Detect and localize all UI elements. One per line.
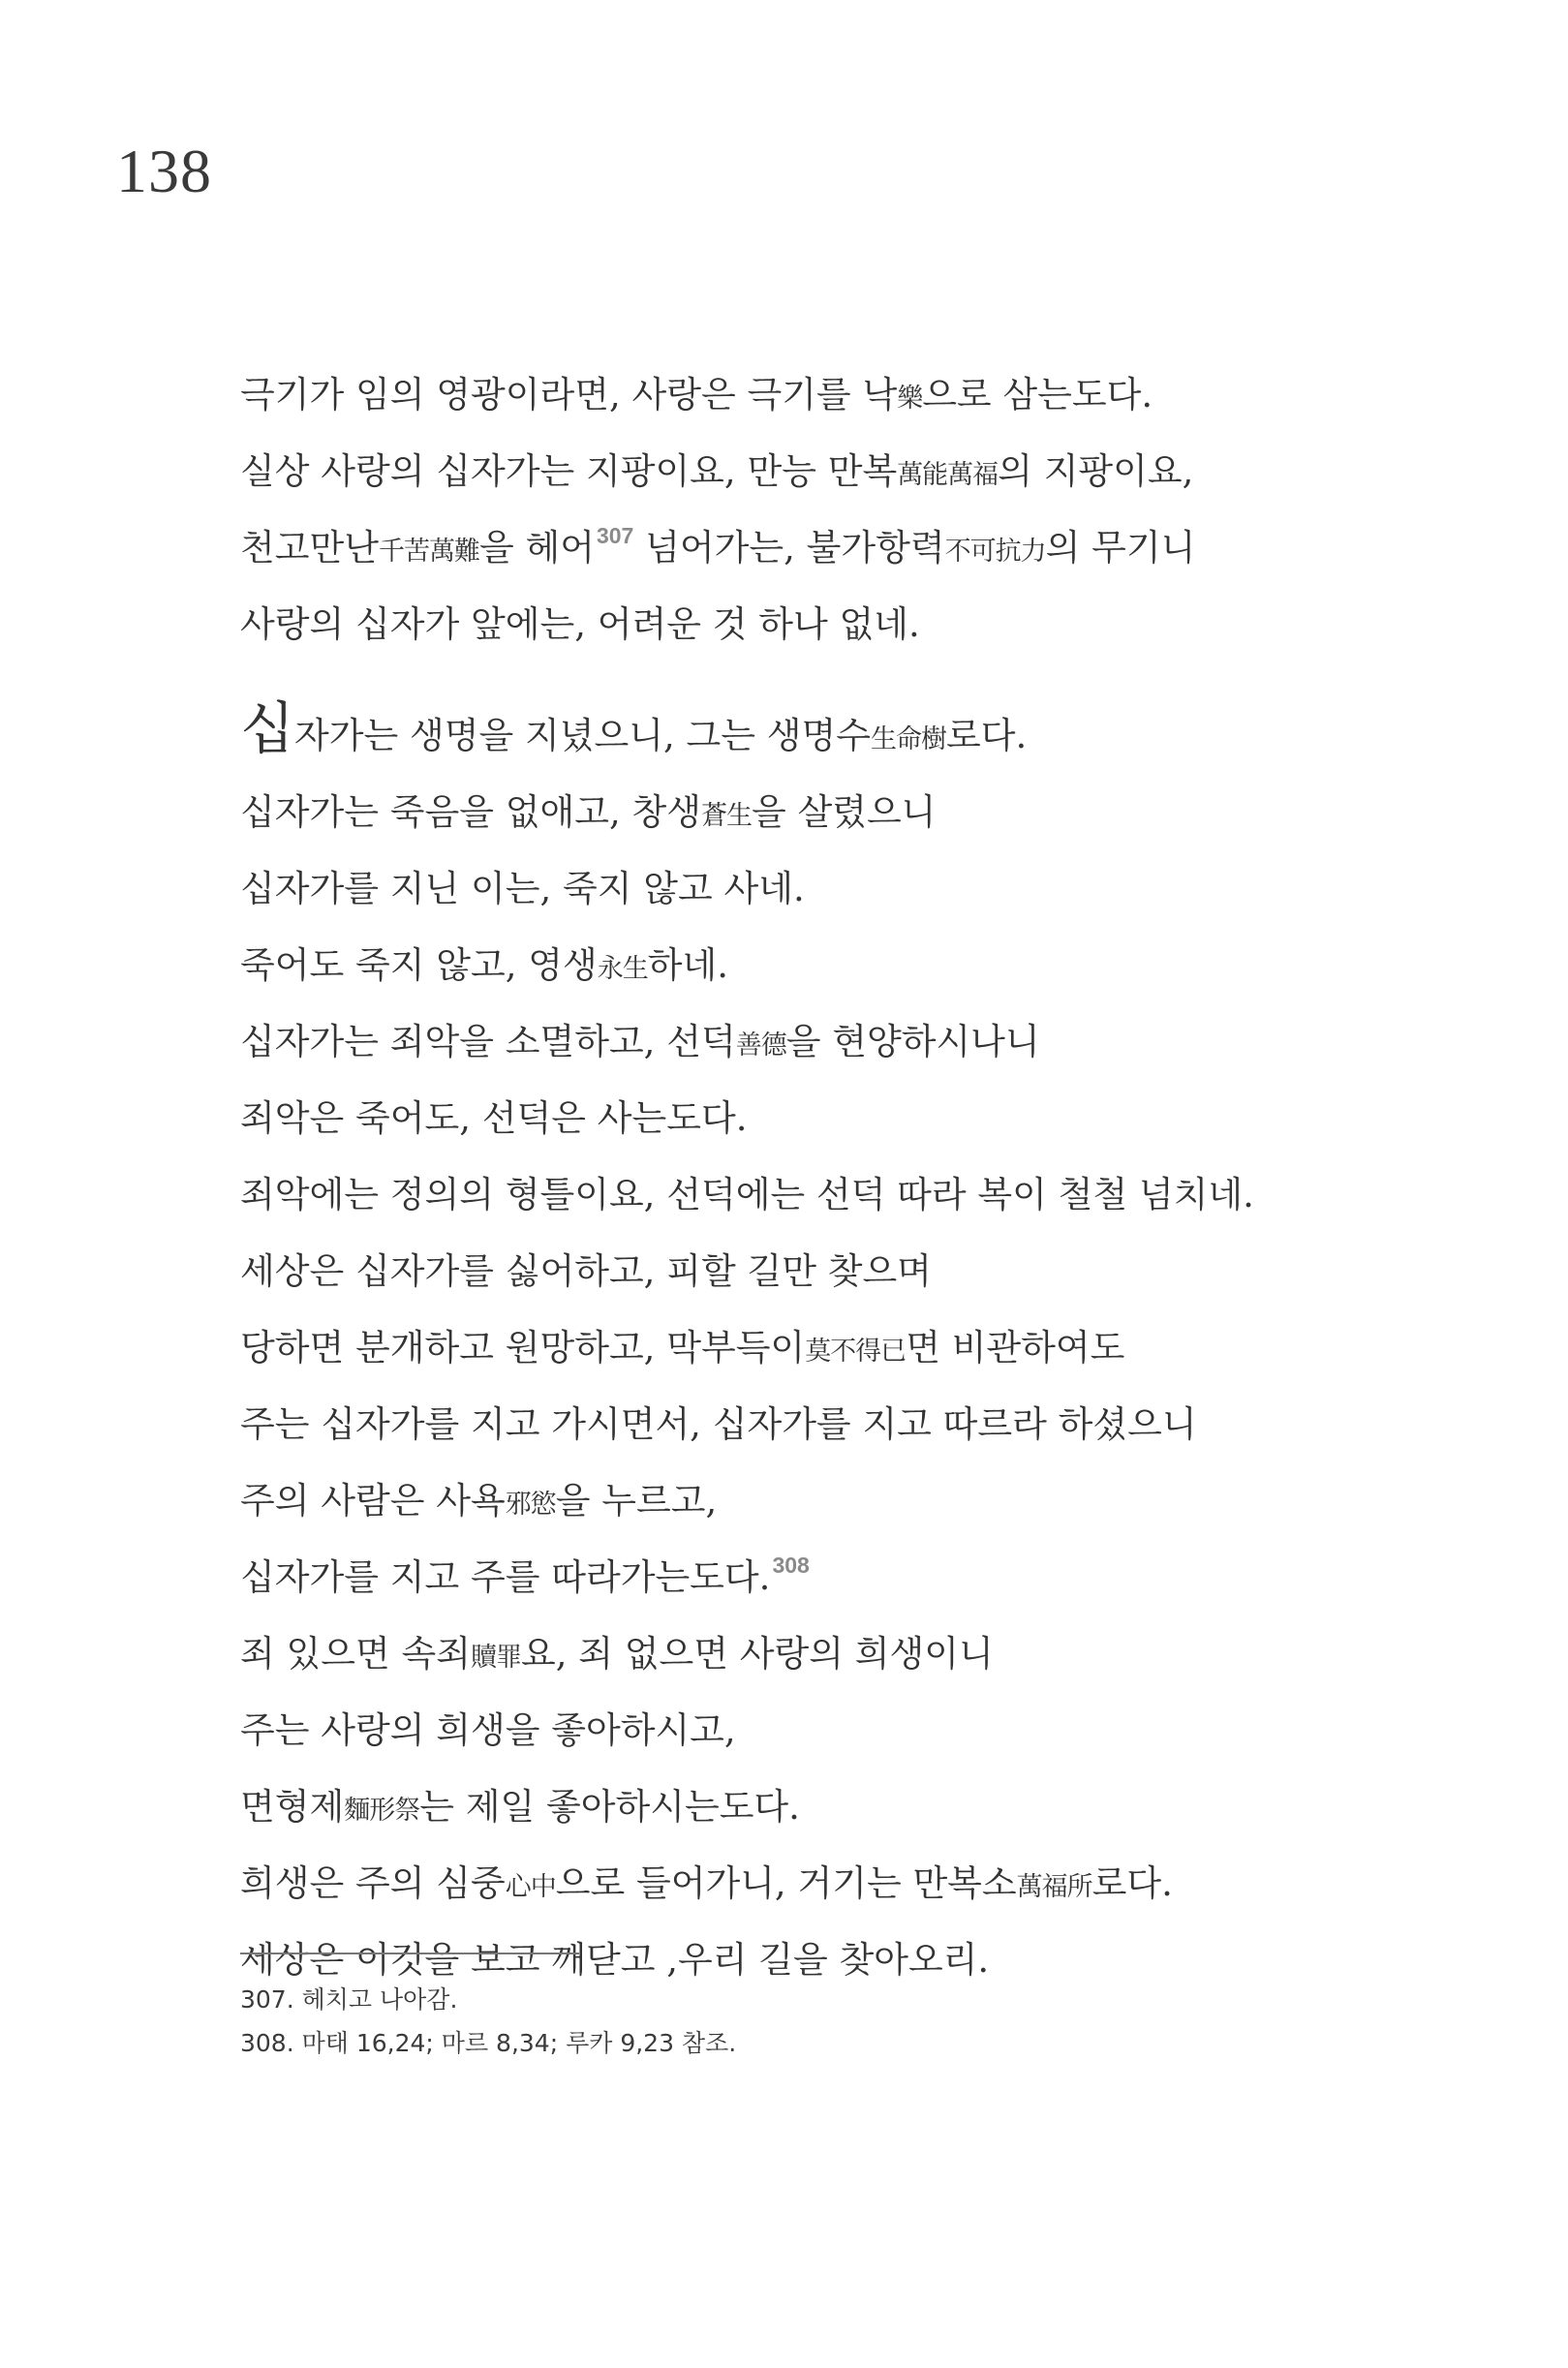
verse-line: 십자가는 죄악을 소멸하고, 선덕善德을 현양하시나니 [240, 1021, 1040, 1062]
stanza-2 [240, 697, 1480, 1998]
hanja-gloss: 萬福所 [1016, 1872, 1092, 1902]
verse-line: 십자가를 지닌 이는, 죽지 않고 사네. [240, 868, 805, 909]
verse-line: 주는 십자가를 지고 가시면서, 십자가를 지고 따르라 하셨으니 [240, 1403, 1197, 1445]
hanja-gloss: 麵形祭 [344, 1796, 420, 1826]
verse-line: 극기가 임의 영광이라면, 사랑은 극기를 낙樂으로 삼는도다. [240, 374, 1153, 415]
verse-line: 당하면 분개하고 원망하고, 막부득이莫不得已면 비관하여도 [240, 1327, 1125, 1369]
verse-line: 죽어도 죽지 않고, 영생永生하네. [240, 944, 728, 986]
verse-line: 주의 사람은 사욕邪慾을 누르고, [240, 1480, 718, 1522]
hanja-gloss: 永生 [597, 954, 648, 984]
verse-line: 세상은 십자가를 싫어하고, 피할 길만 찾으며 [240, 1250, 932, 1292]
footnote-307: 307. 헤치고 나아감. [240, 1985, 458, 2014]
stanza-1 [240, 356, 1480, 662]
verse-line: 십자가를 지고 주를 따라가는도다.$^{308}$ [240, 1552, 810, 1598]
drop-cap: 십 [240, 695, 295, 761]
verse-line: 실상 사랑의 십자가는 지팡이요, 만능 만복萬能萬福의 지팡이요, [240, 450, 1194, 492]
verse-line: 천고만난千苦萬難을 헤어$^{307}$ 넘어가는, 불가항력不可抗力의 무기니 [240, 522, 1196, 569]
hanja-gloss: 樂 [897, 384, 923, 414]
hanja-gloss: 萬能萬福 [897, 460, 999, 490]
hanja-gloss: 蒼生 [700, 801, 752, 831]
verse-line: 사랑의 십자가 앞에는, 어려운 것 하나 없네. [240, 603, 920, 645]
verse-line: 면형제麵形祭는 제일 좋아하시는도다. [240, 1786, 800, 1828]
hanja-gloss: 千苦萬難 [378, 537, 479, 567]
verse-line: 세상은 이것을 보고 깨닫고 ,우리 길을 찾아오리. [240, 1939, 990, 1981]
hanja-gloss: 心中 [505, 1872, 556, 1902]
verse-line: 희생은 주의 심중心中으로 들어가니, 거기는 만복소萬福所로다. [240, 1862, 1173, 1904]
footnotes [240, 1978, 736, 2065]
verse-line: 죄 있으면 속죄贖罪요, 죄 없으면 사랑의 희생이니 [240, 1633, 994, 1675]
hanja-gloss: 贖罪 [470, 1643, 521, 1673]
verse-line: 죄악에는 정의의 형틀이요, 선덕에는 선덕 따라 복이 철철 넘치네. [240, 1174, 1254, 1215]
hanja-gloss: 善德 [735, 1030, 786, 1061]
verse-line: 죄악은 죽어도, 선덕은 사는도다. [240, 1097, 748, 1139]
hanja-gloss: 生命樹 [870, 724, 946, 754]
footnote-ref-307[interactable]: 307 [596, 522, 634, 548]
footnote-308: 308. 마태 16,24; 마르 8,34; 루카 9,23 참조. [240, 2029, 737, 2057]
page-number: 138 [116, 137, 212, 205]
verse-line: 주는 사랑의 희생을 좋아하시고, [240, 1709, 736, 1751]
hanja-gloss: 莫不得已 [805, 1337, 907, 1367]
hanja-gloss: 邪慾 [505, 1490, 556, 1520]
verse-line: 십자가는 죽음을 없애고, 창생蒼生을 살렸으니 [240, 791, 937, 833]
verse-line: 십자가는 생명을 지녔으니, 그는 생명수生命樹로다. [240, 695, 1028, 761]
footnote-divider [240, 1953, 579, 1954]
hanja-gloss: 不可抗力 [944, 537, 1046, 567]
footnote-ref-308[interactable]: 308 [772, 1552, 810, 1578]
